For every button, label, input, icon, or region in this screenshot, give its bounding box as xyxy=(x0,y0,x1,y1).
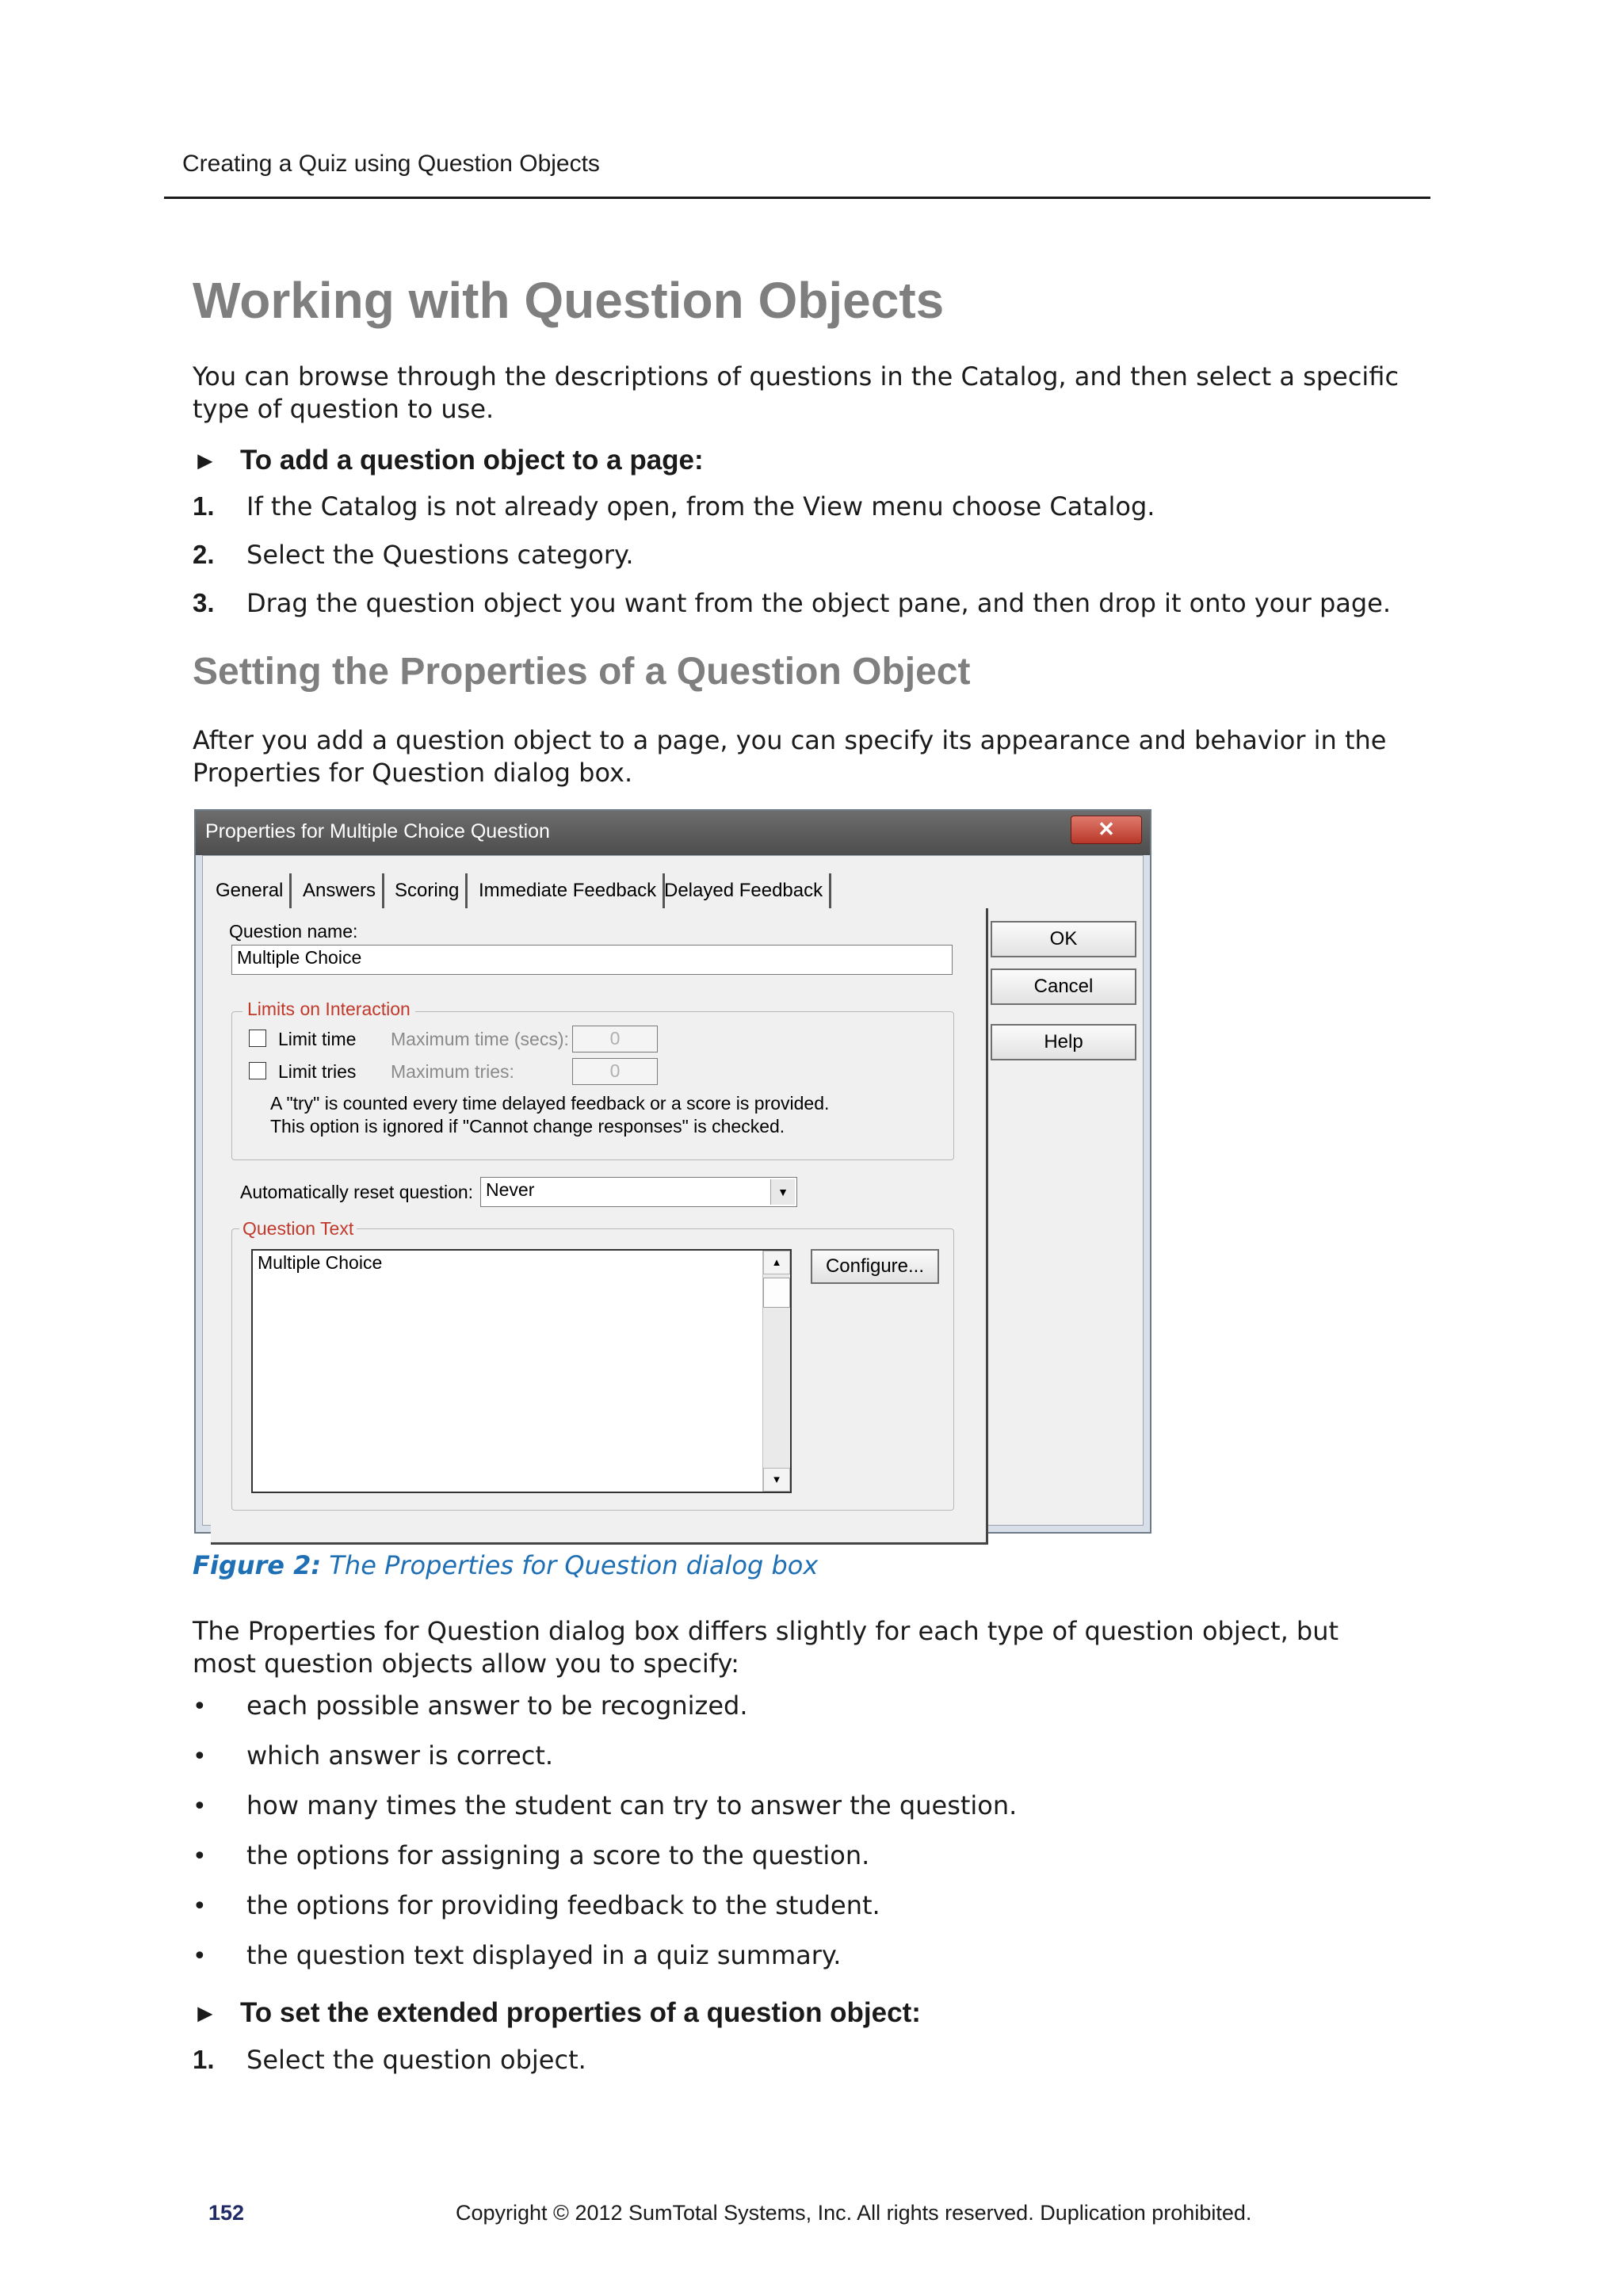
close-icon[interactable]: ✕ xyxy=(1071,816,1142,844)
configure-button[interactable]: Configure... xyxy=(811,1249,939,1284)
list-item xyxy=(193,1690,748,1721)
procedure-title: To set the extended properties of a question object: xyxy=(240,1997,921,2028)
step-item xyxy=(193,588,1391,618)
question-text-group-label: Question Text xyxy=(239,1218,357,1240)
list-item xyxy=(193,1840,869,1870)
note-line-1: A "try" is counted every time delayed feedback or a score is provided. xyxy=(270,1093,830,1114)
scroll-thumb[interactable] xyxy=(763,1278,790,1308)
step-text: If the Catalog is not already open, from the View menu choose Catalog. xyxy=(246,491,1155,521)
copyright-notice: Copyright © 2012 SumTotal Systems, Inc. All rights reserved. Duplication prohibited. xyxy=(456,2201,1252,2225)
ok-button[interactable]: OK xyxy=(991,921,1136,957)
question-name-input[interactable]: Multiple Choice xyxy=(231,945,953,975)
help-button[interactable]: Help xyxy=(991,1024,1136,1060)
body-paragraph: The Properties for Question dialog box differs slightly for each type of question object, but most question objects allow you to specify: xyxy=(193,1616,1339,1679)
section-intro: You can browse through the descriptions of questions in the Catalog, and then select a specific type of question to use. xyxy=(193,361,1400,424)
max-tries-label: Maximum tries: xyxy=(391,1061,514,1082)
subsection-intro: After you add a question object to a page, you can specify its appearance and behavior in the Properties for Question dialog box. xyxy=(193,725,1387,788)
step-item xyxy=(193,540,634,570)
scroll-down-icon[interactable]: ▼ xyxy=(763,1468,790,1492)
bullet-icon: • xyxy=(193,1843,207,1870)
bullet-icon: • xyxy=(193,1693,207,1721)
bullet-icon: • xyxy=(193,1943,207,1970)
running-header: Creating a Quiz using Question Objects xyxy=(182,151,600,177)
dialog-title: Properties for Multiple Choice Question xyxy=(205,820,550,842)
step-number: 2. xyxy=(193,540,215,569)
step-text: Drag the question object you want from the object pane, and then drop it onto your page. xyxy=(246,588,1392,618)
tab-answers[interactable]: Answers xyxy=(296,873,384,908)
properties-dialog xyxy=(194,809,1151,1534)
step-item xyxy=(193,2045,586,2075)
max-time-input[interactable]: 0 xyxy=(572,1026,658,1052)
bullet-text: the question text displayed in a quiz summary. xyxy=(246,1940,842,1970)
limit-tries-label: Limit tries xyxy=(278,1061,357,1082)
limit-time-checkbox[interactable] xyxy=(249,1030,266,1047)
max-time-label: Maximum time (secs): xyxy=(391,1029,569,1049)
reset-select-value: Never xyxy=(486,1179,535,1200)
list-item xyxy=(193,1890,880,1920)
step-text: Select the Questions category. xyxy=(246,540,634,570)
limit-time-label: Limit time xyxy=(278,1029,357,1049)
scroll-up-icon[interactable]: ▲ xyxy=(763,1251,790,1274)
step-text: Select the question object. xyxy=(246,2045,586,2075)
figure-caption xyxy=(193,1550,818,1580)
note-line-2: This option is ignored if "Cannot change responses" is checked. xyxy=(270,1116,785,1137)
bullet-icon: • xyxy=(193,1793,207,1820)
list-item xyxy=(193,1790,1017,1820)
cancel-button[interactable]: Cancel xyxy=(991,968,1136,1005)
max-tries-input[interactable]: 0 xyxy=(572,1058,658,1085)
question-text-value: Multiple Choice xyxy=(258,1252,383,1273)
general-tab-panel xyxy=(211,908,988,1545)
list-item xyxy=(193,1740,553,1771)
procedure-title: To add a question object to a page: xyxy=(240,445,704,476)
reset-select[interactable] xyxy=(480,1177,797,1207)
bullet-text: the options for providing feedback to the student. xyxy=(246,1890,880,1920)
tab-immediate-feedback[interactable]: Immediate Feedback xyxy=(472,873,665,908)
procedure-heading xyxy=(193,1997,921,2029)
tab-scoring[interactable]: Scoring xyxy=(388,873,468,908)
bullet-text: how many times the student can try to answer the question. xyxy=(246,1790,1018,1820)
bullet-text: the options for assigning a score to the question. xyxy=(246,1840,870,1870)
chevron-down-icon[interactable]: ▼ xyxy=(770,1179,795,1205)
step-item xyxy=(193,491,1155,521)
step-number: 3. xyxy=(193,588,215,617)
reset-label: Automatically reset question: xyxy=(240,1182,474,1202)
bullet-icon: • xyxy=(193,1893,207,1920)
figure-caption-label: Figure 2: xyxy=(193,1550,322,1580)
figure-caption-text: The Properties for Question dialog box xyxy=(329,1550,819,1580)
limits-group-label: Limits on Interaction xyxy=(242,999,415,1020)
list-item xyxy=(193,1940,841,1970)
page-number: 152 xyxy=(208,2201,245,2225)
dialog-body xyxy=(202,855,1144,1526)
procedure-arrow-icon: ► xyxy=(193,446,218,475)
tab-delayed-feedback[interactable]: Delayed Feedback xyxy=(658,873,831,908)
step-number: 1. xyxy=(193,2045,215,2074)
question-name-label: Question name: xyxy=(229,921,358,942)
header-rule xyxy=(164,197,1430,199)
bullet-text: each possible answer to be recognized. xyxy=(246,1690,748,1721)
bullet-text: which answer is correct. xyxy=(246,1740,554,1771)
procedure-arrow-icon: ► xyxy=(193,1999,218,2027)
bullet-icon: • xyxy=(193,1743,207,1771)
procedure-heading xyxy=(193,445,704,476)
subsection-title: Setting the Properties of a Question Object xyxy=(193,651,971,693)
question-text-area[interactable] xyxy=(251,1249,792,1493)
tab-general[interactable]: General xyxy=(209,873,292,908)
limit-tries-checkbox[interactable] xyxy=(249,1062,266,1079)
dialog-titlebar xyxy=(196,811,1150,855)
step-number: 1. xyxy=(193,491,215,521)
question-text-scrollbar[interactable] xyxy=(762,1251,790,1492)
section-title: Working with Question Objects xyxy=(193,272,945,329)
